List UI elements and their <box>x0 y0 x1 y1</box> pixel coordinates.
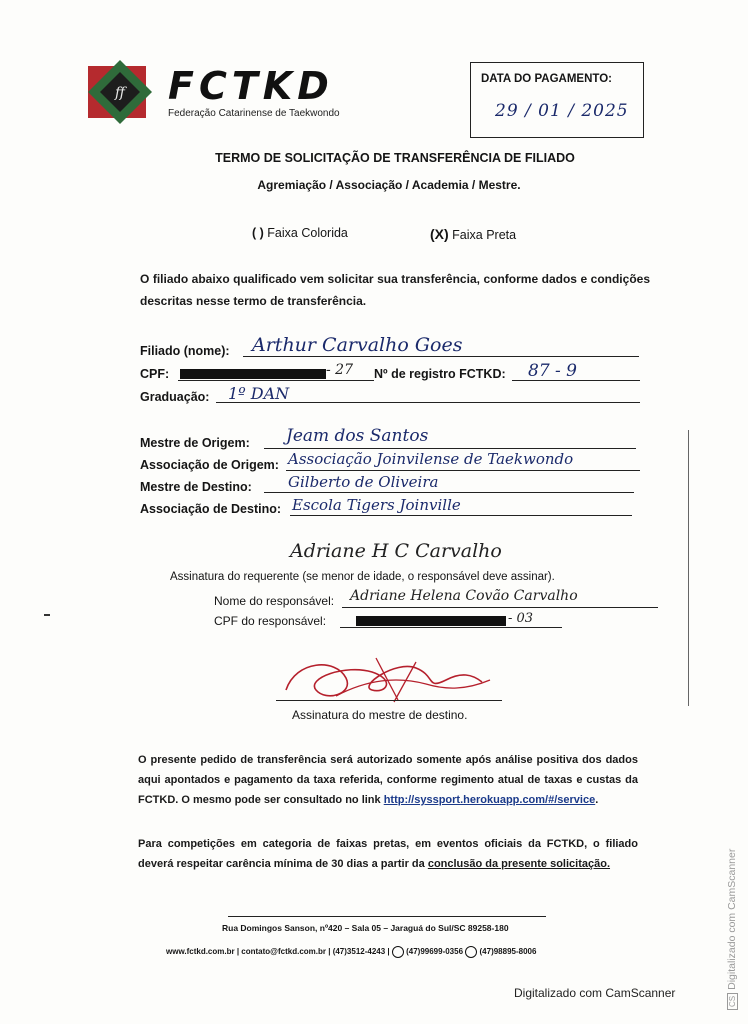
camscanner-side-watermark <box>726 849 738 1010</box>
label-faixa-colorida: Faixa Colorida <box>267 226 348 240</box>
cpf-redaction <box>180 369 326 379</box>
graduacao-label: Graduação: <box>140 390 210 404</box>
intro-paragraph: O filiado abaixo qualificado vem solicitar sua transferência, conforme dados e condições descritas nesse termo de transferência. <box>140 272 650 308</box>
footer-address: Rua Domingos Sanson, nº420 – Sala 05 – Jaraguá do Sul/SC 89258-180 <box>222 923 509 933</box>
registro-value: 87 - 9 <box>528 361 577 381</box>
scan-mark <box>44 614 50 616</box>
resp-name-label: Nome do responsável: <box>214 594 335 608</box>
resp-name-value: Adriane Helena Covão Carvalho <box>350 588 578 604</box>
document-title: TERMO DE SOLICITAÇÃO DE TRANSFERÊNCIA DE FILIADO <box>215 151 575 165</box>
checkbox-faixa-preta[interactable]: (X) <box>430 226 449 242</box>
option-faixa-preta[interactable] <box>430 226 516 242</box>
fctkd-logo <box>84 58 374 128</box>
assoc-destino-label: Associação de Destino: <box>140 502 282 516</box>
checkbox-faixa-colorida[interactable]: ( ) <box>252 226 264 240</box>
requester-caption: Assinatura do requerente (se menor de idade, o responsável deve assinar). <box>170 571 555 583</box>
footer-phone-3: (47)98895-8006 <box>479 947 537 957</box>
mestre-destino-label: Mestre de Destino: <box>140 480 252 494</box>
notice-text-2: Para competições em categoria de faixas pretas, em eventos oficiais da FCTKD, o filiado deverá respeitar carência mínima de 30 dias a partir da <box>138 838 638 870</box>
master-signature-scribble <box>276 650 506 710</box>
camscanner-side-text: Digitalizado com CamScanner <box>726 848 738 990</box>
mestre-origem-value: Jeam dos Santos <box>286 426 429 446</box>
logo-acronym: FCTKD <box>168 64 334 108</box>
payment-date-box <box>470 62 644 138</box>
master-signature-caption: Assinatura do mestre de destino. <box>292 708 468 722</box>
footer-email[interactable]: contato@fctkd.com.br <box>241 947 326 957</box>
requester-signature: Adriane H C Carvalho <box>290 540 502 562</box>
cpf-label: CPF: <box>140 367 170 381</box>
mestre-destino-value: Gilberto de Oliveira <box>288 473 439 491</box>
registro-label: Nº de registro FCTKD: <box>374 367 506 381</box>
assoc-destino-value: Escola Tigers Joinville <box>292 496 461 514</box>
notice-paragraph-1 <box>138 750 638 810</box>
option-faixa-colorida[interactable] <box>252 226 348 240</box>
resp-cpf-redaction <box>356 616 506 626</box>
whatsapp-icon <box>392 946 404 958</box>
scan-mark <box>688 430 689 706</box>
notice-text-1: O presente pedido de transferência será autorizado somente após análise positiva dos dados aqui apontados e pagamento da taxa referida, conforme regimento atual de taxas e custas da FCTKD. O mesmo pode ser consultado no link <box>138 754 638 806</box>
filiado-value: Arthur Carvalho Goes <box>252 334 463 356</box>
whatsapp-icon <box>465 946 477 958</box>
footer-phone-1: (47)3512-4243 <box>332 947 386 957</box>
assoc-origem-label: Associação de Origem: <box>140 458 279 472</box>
logo-subtitle: Federação Catarinense de Taekwondo <box>168 108 340 119</box>
document-subtitle: Agremiação / Associação / Academia / Mestre. <box>257 178 521 192</box>
svg-text:ff: ff <box>115 85 125 101</box>
service-link[interactable]: http://syssport.herokuapp.com/#/service <box>383 794 596 806</box>
notice-text-2-underlined: conclusão da presente solicitação. <box>427 858 611 870</box>
filiado-label: Filiado (nome): <box>140 344 230 358</box>
mestre-origem-label: Mestre de Origem: <box>140 436 250 450</box>
notice-text-1-end: . <box>595 794 599 806</box>
footer-website[interactable]: www.fctkd.com.br <box>166 947 235 957</box>
payment-date-label: DATA DO PAGAMENTO: <box>481 73 612 85</box>
camscanner-bottom-text: Digitalizado com CamScanner <box>514 986 676 1000</box>
cpf-visible-suffix: - 27 <box>326 362 353 378</box>
resp-cpf-label: CPF do responsável: <box>214 614 327 628</box>
camscanner-badge: CS <box>727 993 738 1010</box>
payment-date-value: 29 / 01 / 2025 <box>495 101 629 121</box>
assoc-origem-value: Associação Joinvilense de Taekwondo <box>288 450 574 468</box>
notice-paragraph-2 <box>138 834 638 874</box>
footer-contacts: www.fctkd.com.br | contato@fctkd.com.br | (47)3512-4243 | (47)99699-0356 (47)98895-8006 <box>166 947 537 957</box>
footer-phone-2: (47)99699-0356 <box>406 947 464 957</box>
logo-emblem-icon <box>84 58 156 128</box>
resp-cpf-visible-suffix: - 03 <box>508 611 534 626</box>
graduacao-value: 1º DAN <box>228 384 290 403</box>
label-faixa-preta: Faixa Preta <box>452 228 517 242</box>
